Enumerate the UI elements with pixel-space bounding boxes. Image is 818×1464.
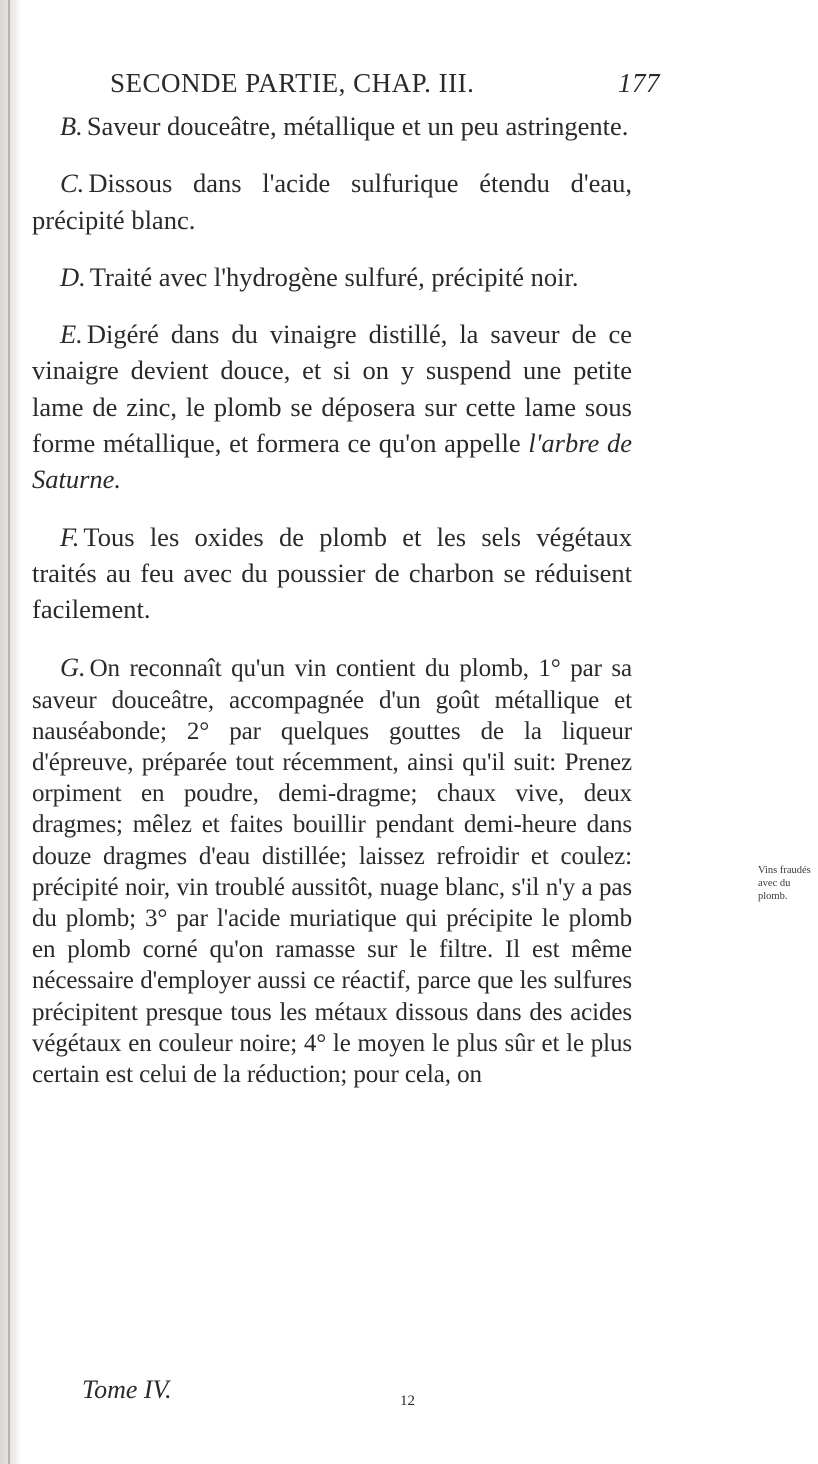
page-number: 177 xyxy=(618,68,660,98)
paragraph-e xyxy=(32,316,632,497)
paragraph-italic-term: l'arbre de Saturne. xyxy=(32,428,632,495)
paragraph-text: Traité avec l'hydrogène sulfuré, précipité noir. xyxy=(89,261,579,292)
paragraph-d xyxy=(32,259,632,295)
paragraph-text: Digéré dans du vinaigre distillé, la saveur de ce vinaigre devient douce, et si on y suspend une petite lame de zinc, le plomb se déposera sur cette lame sous forme métallique, et formera ce qu'on appelle xyxy=(32,319,632,459)
book-page xyxy=(24,0,744,1464)
paragraph-text: On reconnaît qu'un vin contient du plomb, 1° par sa saveur douceâtre, accompagnée d'un goût métallique et nauséabonde; 2° par quelques gouttes de la liqueur d'épreuve, préparée tout récemment, ainsi qu'il suit: Prenez orpiment en poudre, demi-dragme; chaux vive, deux dragmes; mêlez et faites bouillir pendant demi-heure dans douze dragmes d'eau distillée; laissez refroidir et coulez: précipité noir, vin troublé aussitôt, nuage blanc, s'il n'y a pas du plomb; 3° par l'acide muriatique qui précipite le plomb en plomb corné qu'on ramasse sur le filtre. Il est même nécessaire d'employer aussi ce réactif, parce que les sulfures précipitent presque tous les métaux dissous dans des acides végétaux en couleur noire; 4° le moyen le plus sûr et le plus certain est celui de la réduction; pour cela, on xyxy=(32,654,632,1088)
signature-mark: 12 xyxy=(400,1393,415,1409)
paragraph-letter: G. xyxy=(60,651,86,682)
running-title: SECONDE PARTIE, CHAP. III. xyxy=(110,68,475,98)
volume-label: Tome IV. xyxy=(82,1375,172,1404)
paragraph-text: Dissous dans l'acide sulfurique étendu d'eau, précipité blanc. xyxy=(32,168,632,235)
paragraph-c xyxy=(32,165,632,238)
margin-note: Vins fraudés avec du plomb. xyxy=(758,865,811,902)
paragraph-text: Tous les oxides de plomb et les sels végétaux traités au feu avec du poussier de charbon se réduisent facilement. xyxy=(32,521,632,625)
paragraph-letter: C. xyxy=(60,168,85,199)
paragraph-b xyxy=(32,108,632,144)
paragraph-text: Saveur douceâtre, métallique et un peu astringente. xyxy=(86,111,629,141)
paragraph-letter: F. xyxy=(60,521,80,552)
paragraph-f xyxy=(32,519,632,628)
body-text xyxy=(32,108,632,1111)
paragraph-letter: D. xyxy=(60,261,86,292)
paragraph-letter: E. xyxy=(60,319,83,350)
paragraph-letter: B. xyxy=(60,111,83,141)
book-binding-edge xyxy=(0,0,22,1464)
paragraph-g xyxy=(32,649,632,1091)
